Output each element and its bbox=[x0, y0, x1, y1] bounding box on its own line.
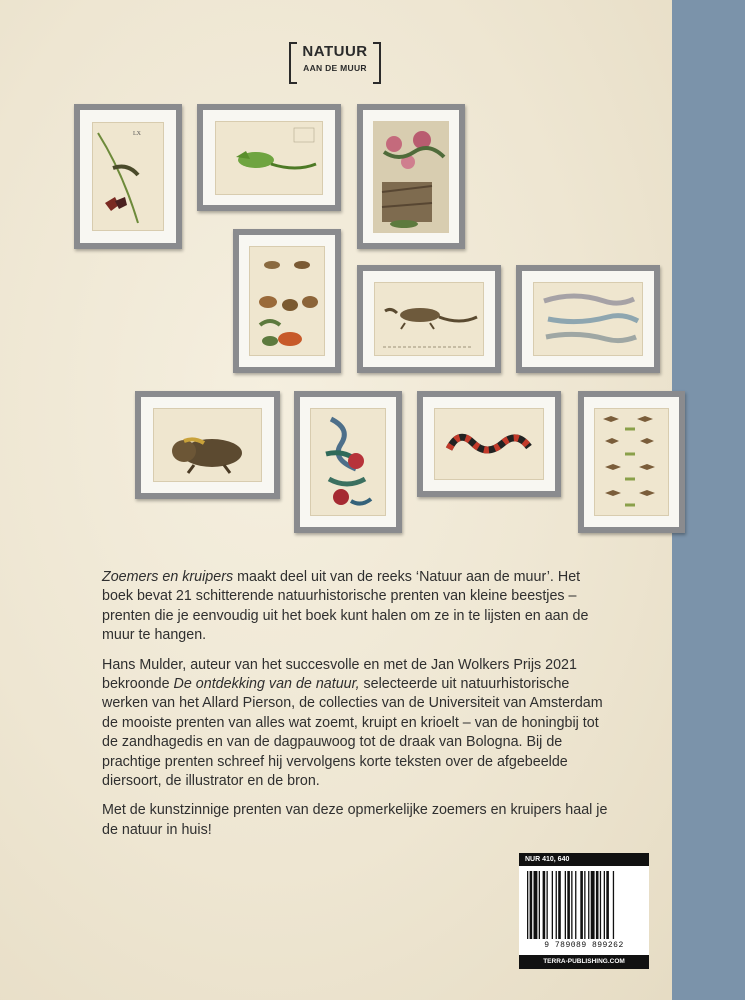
worms-print bbox=[533, 282, 643, 356]
book-title: Zoemers en kruipers bbox=[102, 569, 234, 585]
print-frame-lizard bbox=[357, 265, 501, 373]
print-caption: LX bbox=[133, 131, 141, 137]
coral-snake-print bbox=[434, 408, 544, 480]
series-logo bbox=[289, 40, 381, 86]
publisher-website: TERRA-PUBLISHING.COM bbox=[519, 955, 649, 969]
print-frame-botanical bbox=[357, 104, 465, 249]
print-frame-iguana bbox=[197, 104, 341, 211]
print-frame-sea-creatures bbox=[294, 391, 402, 533]
isbn-number: 9 789089 899262 bbox=[544, 941, 624, 950]
toad-print bbox=[153, 408, 262, 482]
moths-plate-print bbox=[594, 408, 669, 516]
print-frame-coral-snake bbox=[417, 391, 561, 497]
green-iguana-print bbox=[215, 121, 323, 195]
frogs-plate-print bbox=[249, 246, 325, 356]
description-paragraph-2: Hans Mulder, auteur van het succesvolle en met de Jan Wolkers Prijs 2021 bekroonde De ontdekking van de natuur, selecteerde uit natuurhistorische werken van het Allard Pierson, de collecties van de Universiteit van Amsterdam de mooiste prenten van alles wat zoemt, kruipt en krioelt – van de honingbij tot de zandhagedis en van de dagpauwoog tot de draak van Bologna. Bij de prachtige prenten schreef hij vervolgens korte teksten over de afgebeelde diersoort, de illustrator en de bron. bbox=[102, 656, 603, 790]
nur-code: NUR 410, 640 bbox=[519, 853, 649, 866]
print-frame-moths bbox=[578, 391, 685, 533]
print-frame-worms bbox=[516, 265, 660, 373]
print-frame-toad bbox=[135, 391, 280, 499]
caterpillar-butterfly-print bbox=[92, 122, 164, 231]
barcode-bars bbox=[525, 871, 643, 939]
print-frame-frogs bbox=[233, 229, 341, 373]
botanical-insects-print bbox=[373, 121, 449, 233]
logo-line1: NATUUR bbox=[302, 43, 368, 60]
back-cover-description bbox=[102, 568, 614, 850]
lizard-print bbox=[374, 282, 484, 356]
description-paragraph-3: Met de kunstzinnige prenten van deze opmerkelijke zoemers en kruipers haal je de natuur in huis! bbox=[102, 802, 608, 838]
description-paragraph-1: Zoemers en kruipers maakt deel uit van de reeks ‘Natuur aan de muur’. Het boek bevat 21 schitterende natuurhistorische prenten van kleine beestjes – prenten die je eenvoudig uit het boek kunt halen om ze in te lijsten en aan de muur te hangen. bbox=[102, 569, 589, 644]
barcode-block bbox=[519, 853, 649, 969]
referenced-book-title: De ontdekking van de natuur, bbox=[173, 676, 360, 693]
sea-creatures-print bbox=[310, 408, 386, 516]
logo-line2: AAN DE MUUR bbox=[303, 63, 367, 73]
print-frame-caterpillar bbox=[74, 104, 182, 249]
